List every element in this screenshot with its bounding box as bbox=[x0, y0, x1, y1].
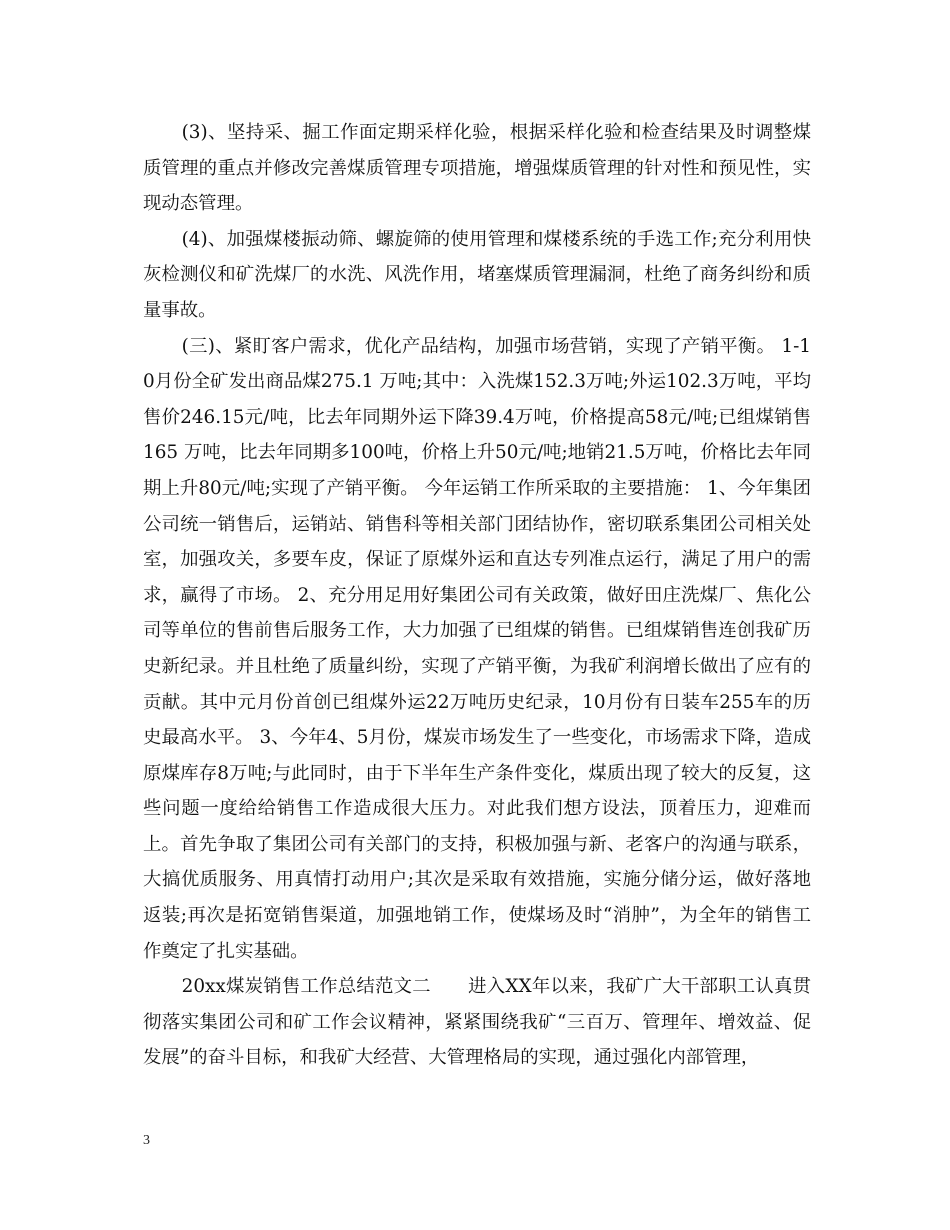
paragraph-coal-screening: (4)、加强煤楼振动筛、螺旋筛的使用管理和煤楼系统的手选工作;充分利用快灰检测仪和矿洗煤厂的水洗、风洗作用，堵塞煤质管理漏洞，杜绝了商务纠纷和质量事故。 bbox=[143, 228, 811, 321]
paragraph-marketing-sales: (三)、紧盯客户需求，优化产品结构，加强市场营销，实现了产销平衡。 1-10月份全矿发出商品煤275.1 万吨;其中：入洗煤152.3万吨;外运102.3万吨，平均售价246.15元/吨，比去年同期外运下降39.4万吨，价格提高58元/吨;已组煤销售165 万吨，比去年同期多100吨，价格上升50元/吨;地销21.5万吨，价格比去年同期上升80元/吨;实现了产销平衡。 今年运销工作所采取的主要措施： 1、今年集团公司统一销售后，运销站、销售科等相关部门团结协作，密切联系集团公司相关处室，加强攻关，多要车皮，保证了原煤外运和直达专列准点运行，满足了用户的需求，赢得了市场。 2、充分用足用好集团公司有关政策，做好田庄洗煤厂、焦化公司等单位的售前售后服务工作，大力加强了已组煤的销售。已组煤销售连创我矿历史新纪录。并且杜绝了质量纠纷，实现了产销平衡，为我矿利润增长做出了应有的贡献。其中元月份首创已组煤外运22万吨历史纪录，10月份有日装车255车的历史最高水平。 3、今年4、5月份，煤炭市场发生了一些变化，市场需求下降，造成原煤库存8万吨;与此同时，由于下半年生产条件变化，煤质出现了较大的反复，这些问题一度给给销售工作造成很大压力。对此我们想方设法，顶着压力，迎难而上。首先争取了集团公司有关部门的支持，积极加强与新、老客户的沟通与联系，大搞优质服务、用真情打动用户;其次是采取有效措施，实施分储分运，做好落地返装;再次是拓宽销售渠道，加强地销工作，使煤场及时“消肿”，为全年的销售工作奠定了扎实基础。 bbox=[143, 335, 811, 962]
paragraph-summary-two: 20xx煤炭销售工作总结范文二 进入XX年以来，我矿广大干部职工认真贯彻落实集团公司和矿工作会议精神，紧紧围绕我矿“三百万、管理年、增效益、促发展”的奋斗目标，和我矿大经营、大管理格局的实现，通过强化内部管理， bbox=[143, 976, 811, 1069]
paragraph-coal-quality-sampling: (3)、坚持采、掘工作面定期采样化验，根据采样化验和检查结果及时调整煤质管理的重点并修改完善煤质管理专项措施，增强煤质管理的针对性和预见性，实现动态管理。 bbox=[143, 122, 811, 215]
page-number: 3 bbox=[143, 1133, 150, 1148]
document-body bbox=[143, 115, 811, 1076]
